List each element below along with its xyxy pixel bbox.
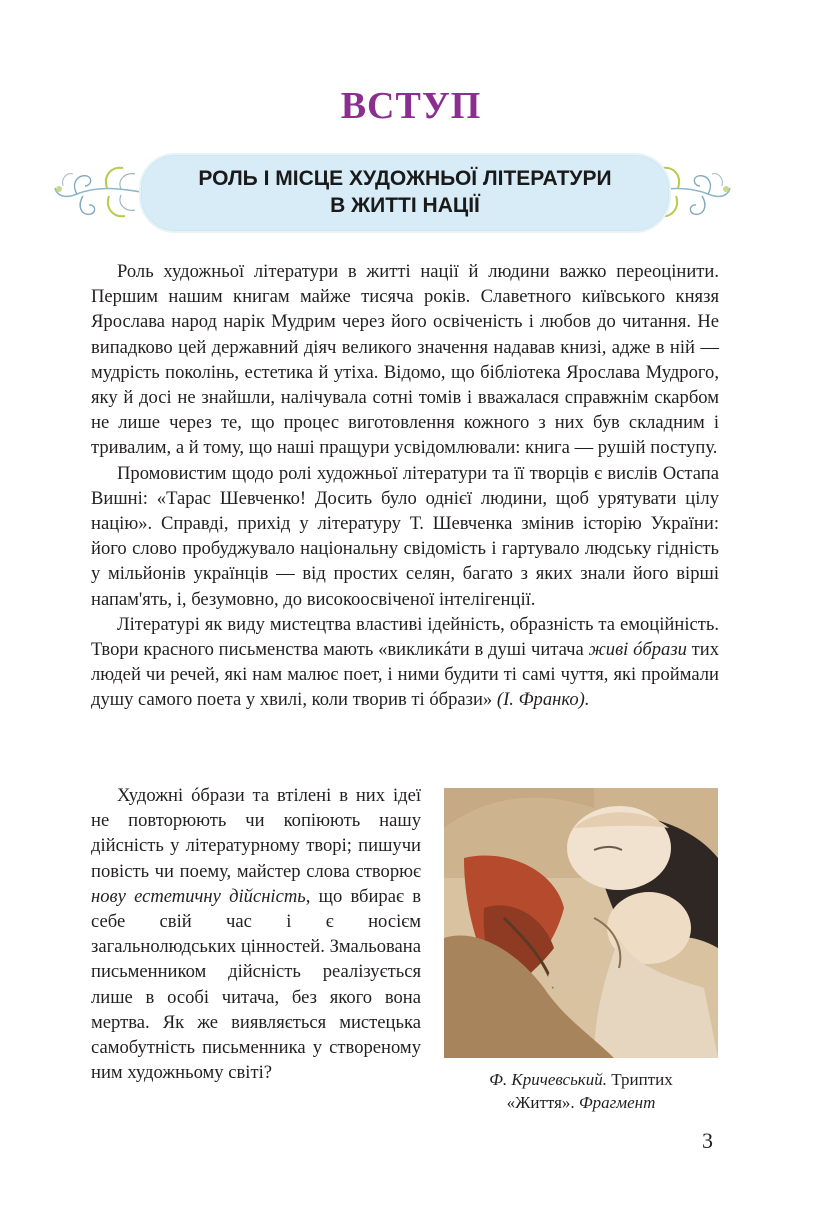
painting-fragment-image [444, 788, 718, 1058]
caption-fragment: Фрагмент [578, 1093, 656, 1112]
painting-illustration [444, 788, 718, 1058]
caption-author: Ф. Кричевський. [489, 1070, 608, 1089]
page-title: ВСТУП [340, 85, 482, 127]
page-number: 3 [702, 1128, 713, 1153]
caption-line-1 [444, 1068, 718, 1091]
caption-text-1: Триптих [607, 1070, 673, 1089]
caption-line-2 [444, 1091, 718, 1114]
section-heading-line-2: В ЖИТТІ НАЦІЇ [330, 194, 480, 217]
paragraph-2: Промовистим щодо ролі художньої літератури та її творців є вислів Остапа Вишні: «Тарас Шевченко! Досить було однієї людини, щоб урятувати цілу націю». Справді, прихід у літературу Т. Шевченка змінив історію України: його слово пробуджувало національну свідомість і гартувало людську гідність у мільйонів українців — від простих селян, багато з яких знали його вірші напам'ять, і, безумовно, до високоосвіченої інтелігенції. [91, 462, 719, 610]
paragraph-4-text-b: , що вбирає в себе свій час і є носієм загальнолюдських цінностей. Змальована письменником дійсність реалізується лише в особі читача, без якого вона мертва. Як же виявляється мистецька самобутність письменника у створеному ним художньому світі? [91, 885, 421, 1084]
section-heading [141, 165, 669, 219]
paragraph-3-citation: (І. Франко). [496, 689, 590, 711]
paragraph-4-emphasis: нову естетичну дійсність [91, 885, 306, 907]
paragraph-3-text-a: Літературі як виду мистецтва властиві ідейність, образність та емоційність. Твори красного письменства мають «викликáти в душі читача [91, 613, 719, 661]
caption-text-2: «Життя». [506, 1093, 579, 1112]
text-column [91, 783, 421, 1085]
paragraph-1: Роль художньої літератури в житті нації й людини важко переоцінити. Першим нашим книгам майже тисяча років. Славетного київського князя Ярослава народ нарік Мудрим через його освіченість і любов до читання. Не випадково цей державний діяч великого значення надавав книзі, адже в ній — мудрість поколінь, естетика й утіха. Відомо, що бібліотека Ярослава Мудрого, яку й досі не знайшли, налічувала сотні томів і вважалася справжнім скарбом не лише через те, що процес виготовлення кожного з них був складним і тривалим, а й тому, що наші пращури усвідомлювали: книга — рушій поступу. [91, 261, 719, 459]
main-text [91, 259, 719, 713]
paragraph-4 [91, 783, 421, 1085]
section-heading-line-1: РОЛЬ І МІСЦЕ ХУДОЖНЬОЇ ЛІТЕРАТУРИ [198, 167, 612, 190]
section-heading-banner [139, 153, 671, 233]
figure-caption [444, 1068, 718, 1114]
paragraph-3-text-b: тих людей чи речей, які нам малює поет, і ними будити ті самі чуття, які проймали душу самого поета у хвилі, коли творив ті óбрази» [91, 639, 719, 711]
paragraph-4-text-a: Художні óбрази та втілені в них ідеї не повторюють чи копіюють нашу дійсність у літературному творі; пишучи повість чи поему, майстер слова створює [91, 785, 421, 882]
paragraph-3-emphasis: живі óбрази [588, 639, 687, 661]
paragraph-3 [91, 612, 719, 713]
floral-ornament-left-icon [47, 158, 143, 228]
